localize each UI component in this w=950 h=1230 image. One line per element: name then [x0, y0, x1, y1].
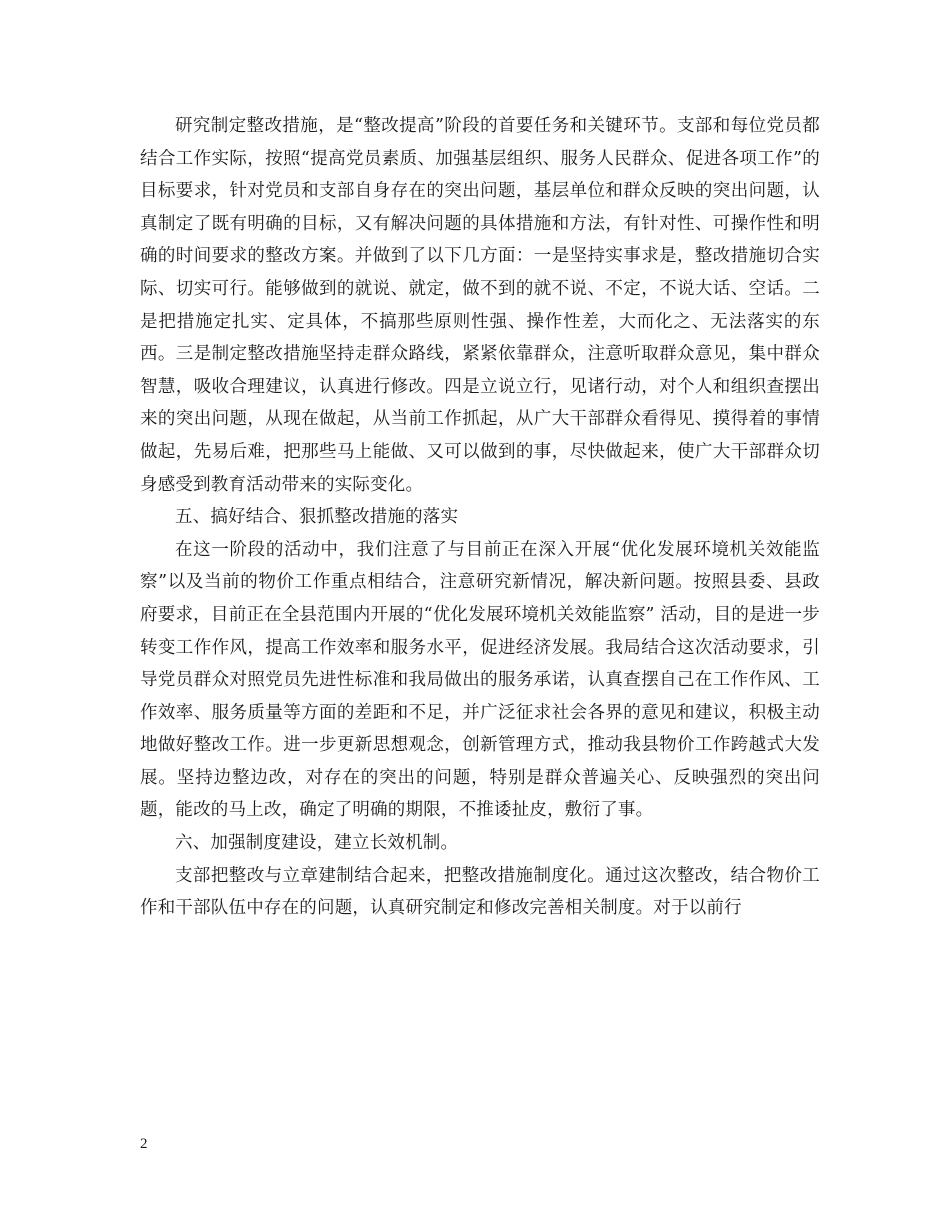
section-heading-five: 五、搞好结合、狠抓整改措施的落实	[175, 507, 459, 528]
paragraph-rectification-measures: 研究制定整改措施，是“整改提高”阶段的首要任务和关键环节。支部和每位党员都结合工作实际，按照“提高党员素质、加强基层组织、服务人民群众、促进各项工作”的目标要求，针对党员和支部自身存在的突出问题，基层单位和群众反映的突出问题，认真制定了既有明确的目标，又有解决问题的具体措施和方法，有针对性、可操作性和明确的时间要求的整改方案。并做到了以下几方面：一是坚持实事求是，整改措施切合实际、切实可行。能够做到的就说、就定，做不到的就不说、不定，不说大话、空话。二是把措施定扎实、定具体，不搞那些原则性强、操作性差，大而化之、无法落实的东西。三是制定整改措施坚持走群众路线，紧紧依靠群众，注意听取群众意见，集中群众智慧，吸收合理建议，认真进行修改。四是立说立行，见诸行动，对个人和组织查摆出来的突出问题，从现在做起，从当前工作抓起，从广大干部群众看得见、摸得着的事情做起，先易后难，把那些马上能做、又可以做到的事，尽快做起来，使广大干部群众切身感受到教育活动带来的实际变化。	[140, 116, 820, 495]
document-body	[140, 110, 820, 925]
section-heading-six: 六、加强制度建设，建立长效机制。	[175, 833, 459, 854]
page-number: 2	[140, 1136, 148, 1152]
paragraph-system-building: 支部把整改与立章建制结合起来，把整改措施制度化。通过这次整改，结合物价工作和干部队伍中存在的问题，认真研究制定和修改完善相关制度。对于以前行	[140, 865, 820, 919]
paragraph-combination-work: 在这一阶段的活动中，我们注意了与目前正在深入开展“优化发展环境机关效能监察”以及当前的物价工作重点相结合，注意研究新情况，解决新问题。按照县委、县政府要求，目前正在全县范围内开展的“优化发展环境机关效能监察” 活动，目的是进一步转变工作作风，提高工作效率和服务水平，促进经济发展。我局结合这次活动要求，引导党员群众对照党员先进性标准和我局做出的服务承诺，认真查摆自己在工作作风、工作效率、服务质量等方面的差距和不足，并广泛征求社会各界的意见和建议，积极主动地做好整改工作。进一步更新思想观念，创新管理方式，推动我县物价工作跨越式大发展。坚持边整边改，对存在的突出的问题，特别是群众普遍关心、反映强烈的突出问题，能改的马上改，确定了明确的期限，不推诿扯皮，敷衍了事。	[140, 539, 820, 821]
